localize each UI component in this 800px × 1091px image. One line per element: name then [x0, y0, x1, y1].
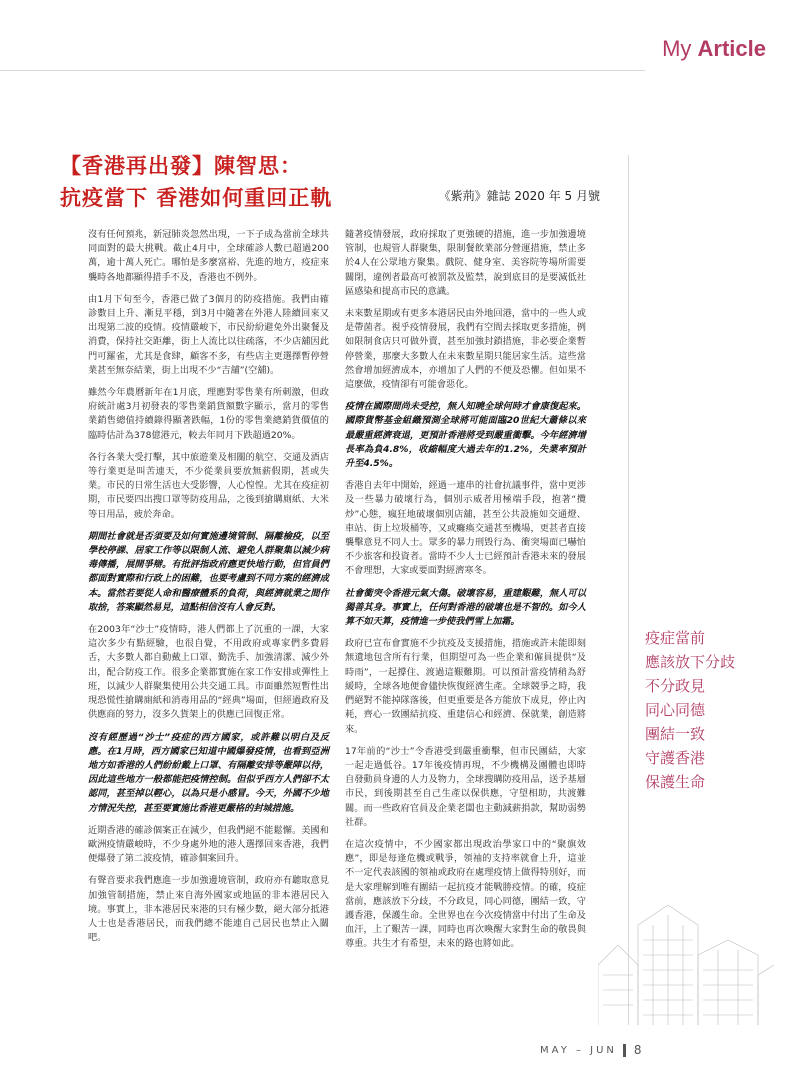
paragraph: 疫情在國際間尚未受控，無人知曉全球何時才會康復起來。國際貨幣基金組織預測全球將可能面臨20世紀大蕭條以來最嚴重經濟衰退，更預計香港將受到嚴重衝擊。今年經濟增長率為負4.8%，收縮幅度大過去年的1.2%，失業率預計升至4.5%。 — [345, 401, 586, 470]
brand-article: Article — [697, 36, 766, 61]
pull-quote-line: 不分政見 — [645, 677, 706, 695]
footer-months: MAY – JUN — [540, 1045, 617, 1056]
magazine-section-brand — [662, 36, 766, 62]
page-footer — [540, 1043, 642, 1057]
article-title — [60, 150, 620, 214]
brand-my: My — [662, 36, 698, 61]
article-title-line-1: 【香港再出發】陳智思： — [60, 154, 302, 178]
decorative-building-sketch-icon — [598, 905, 774, 1025]
paragraph: 政府已宣布會實施不少抗疫及支援措施，措施或許未能即刻無遺地包含所有行業，但期望可為一些企業和僱員提供“及時雨”，一起撐住、渡過這艱難期。可以預計當疫情稍為舒緩時，全球各地便會儘快恢復經濟生產。全球競爭之時，我們絕對不能掉隊落後，但更重要是各方能放下成見，停止內耗，齊心一致團結抗疫、重建信心和經濟、保就業，創造將來。 — [345, 638, 586, 735]
paragraph: 未來數星期或有更多本港居民由外地回港，當中的一些人或是帶菌者。視乎疫情發展，我們有空間去採取更多措施，例如限制食店只可做外賣，甚至加強封鎖措施，非必要企業暫停營業，那麼大多數人在未來數星期只能居家生活。這些當然會增加經濟成本，亦增加了人們的不便及恐懼。但如果不這麼做，疫情卻有可能會惡化。 — [345, 308, 586, 391]
paragraph: 由1月下旬至今，香港已做了3個月的防疫措施。我們由確診數目上升、漸見平穩，到3月中隨著在外港人陸續回來又出現第二波的疫情。疫情嚴峻下，市民紛紛避免外出聚餐及消費，保持社交距離，街上人流比以往疏落，不少店舖因此門可羅雀，尤其是食肆，顧客不多，有些店主更選擇暫停營業甚至無奈結業，街上出現不少“吉舖”(空舖)。 — [88, 293, 329, 376]
paragraph: 雖然今年農曆新年在1月底，理應對零售業有所刺激，但政府統計處3月初發表的零售業銷貨額數字顯示，當月的零售業銷售總值持續錄得顯著跌幅，1份的零售業總銷貨價值的臨時估計為378億港元，較去年同月下跌超過20%。 — [88, 387, 329, 441]
pull-quote-line: 疫症當前 — [645, 629, 706, 647]
paragraph: 社會衝突令香港元氣大傷。破壞容易，重建艱難，無人可以獨善其身。事實上，任何對香港的破壞也是不智的。如今人算不如天算，疫情進一步使我們雪上加霜。 — [345, 587, 586, 628]
paragraph: 沒有經歷過“沙士”疫症的西方國家，或許難以明白及反應。在1月時，西方國家已知道中國爆發疫情，也看到亞洲地方如香港的人們紛紛戴上口罩、有隔離安排等嚴陣以待，因此這些地方一般都能把疫情控制。但似乎西方人們卻不太認同，甚至掉以輕心，以為只是小感冒。今天，外國不少地方情況失控，甚至要實施比香港更嚴格的封城措施。 — [88, 731, 329, 814]
article-title-line-2: 抗疫當下 香港如何重回正軌 — [60, 186, 333, 210]
page-number: 8 — [633, 1043, 642, 1057]
paragraph: 期間社會就是否須要及如何實施邊境管制、隔離檢疫，以至學校停課、居家工作等以限制人流、避免人群聚集以減少病毒傳播，展開爭辯。有批評指政府應更快地行動，但官員們都面對實際和行政上的困難，也要考慮到不同方案的經濟成本。當然若要從人命和醫療體系的負荷，與經濟就業之間作取捨，答案顯然易見，這點相信沒有人會反對。 — [88, 530, 329, 613]
article-source: 《紫荊》雜誌 2020 年 5 月號 — [438, 189, 600, 203]
paragraph: 在2003年“沙士”疫情時，港人們都上了沉重的一課，大家這次多少有點經驗，也很自覺，不用政府或專家們多費唇舌，大多數人都自動戴上口罩、勤洗手、加強清潔、減少外出，配合防疫工作。很多企業都實施在家工作安排或彈性上班，以減少人群聚集使用公共交通工具。市面雖然短暫性出現恐慌性搶購廁紙和消毒用品的“經典”場面，但經過政府及供應商的努力，沒多久貨架上的供應已回復正常。 — [88, 624, 329, 721]
paragraph: 香港自去年中開始，經過一連串的社會抗議事件，當中更涉及一些暴力破壞行為，個別示威者用極端手段，抱著“攬炒”心態，瘋狂地破壞個別店舖，甚至公共設施如交通燈、車站、街上垃圾桶等，又或癱瘓交通甚至機場，更甚者直接襲擊意見不同人士。眾多的暴力刑毀行為、衝突場面已嚇怕不少旅客和投資者。當時不少人士已經預計香港未來的發展不會理想，大家或要面對經濟寒冬。 — [345, 480, 586, 577]
footer-divider — [623, 1044, 626, 1057]
paragraph: 在這次疫情中，不少國家都出現政治學家口中的“聚旗效應”，即是每逢危機或戰爭，領袖的支持率就會上升，這並不一定代表該國的領袖或政府在處理疫情上做得特別好，而是大家理解到唯有團結一起抗疫才能戰勝疫情。的確，疫症當前，應該放下分歧，不分政見，同心同德，團結一致，守護香港，保護生命。全世界也在今次疫情當中付出了生命及血汗，上了艱苦一課，同時也再次喚醒大家對生命的敬畏與尊重。共生才有希望，未來的路也將如此。 — [345, 838, 586, 950]
paragraph: 有聲音要求我們應進一步加強邊境管制，政府亦有聽取意見加強管制措施，禁止來自海外國家或地區的非本港居民入境。事實上，非本港居民來港的只有極少數，絕大部分抵港人士也是香港居民，而我們總不能連自己居民也禁止入關吧。 — [88, 875, 329, 944]
sidebar-rule — [628, 155, 629, 1025]
pull-quote-line: 守護香港 — [645, 749, 706, 767]
pull-quote-line: 保護生命 — [645, 773, 706, 791]
header-rule — [0, 70, 645, 71]
paragraph: 17年前的“沙士”令香港受到嚴重衝擊，但市民團結，大家一起走過低谷。17年後疫情再現，不少機構及團體也即時自發動員身邊的人力及物力，全球搜購防疫用品，送予基層市民，到後期甚至自己生產以保供應，守望相助，共渡難關。而一些政府官員及企業老闆也主動減薪捐款，幫助弱勢社群。 — [345, 745, 586, 828]
left-column — [88, 228, 329, 953]
pull-quote-line: 同心同德 — [645, 701, 706, 719]
pull-quote-line: 團結一致 — [645, 725, 706, 743]
paragraph: 沒有任何預兆，新冠肺炎忽然出現，一下子成為當前全球共同面對的最大挑戰。截止4月中，全球確診人數已超過200萬，逾十萬人死亡。哪怕是多麼富裕、先進的地方，疫症來襲時各地都顯得措手不及，香港也不例外。 — [88, 229, 329, 283]
paragraph: 近期香港的確診個案正在減少，但我們絕不能鬆懈。美國和歐洲疫情嚴峻時，不少身處外地的港人選擇回來香港，我們便爆發了第二波疫情，確診個案回升。 — [88, 824, 329, 865]
pull-quote — [645, 626, 785, 794]
pull-quote-line: 應該放下分歧 — [645, 653, 736, 671]
paragraph: 各行各業大受打擊，其中旅遊業及相關的航空、交通及酒店等行業更是叫苦連天，不少從業員要放無薪假期，甚或失業。市民的日常生活也大受影響，人心惶惶。尤其在疫症初期，市民要四出搜口罩等防疫用品，之後到搶購廁紙、大米等日用品，疲於奔命。 — [88, 451, 329, 520]
paragraph: 隨著疫情發展，政府採取了更強硬的措施，進一步加強邊境管制，也規管人群聚集，限制餐飲業部分營運措施，禁止多於4人在公眾地方聚集。戲院、健身室、美容院等場所需要關閉，違例者最高可被罰款及監禁，說到底目的是要減低社區感染和提高市民的意識。 — [345, 229, 586, 297]
right-column — [345, 228, 586, 960]
